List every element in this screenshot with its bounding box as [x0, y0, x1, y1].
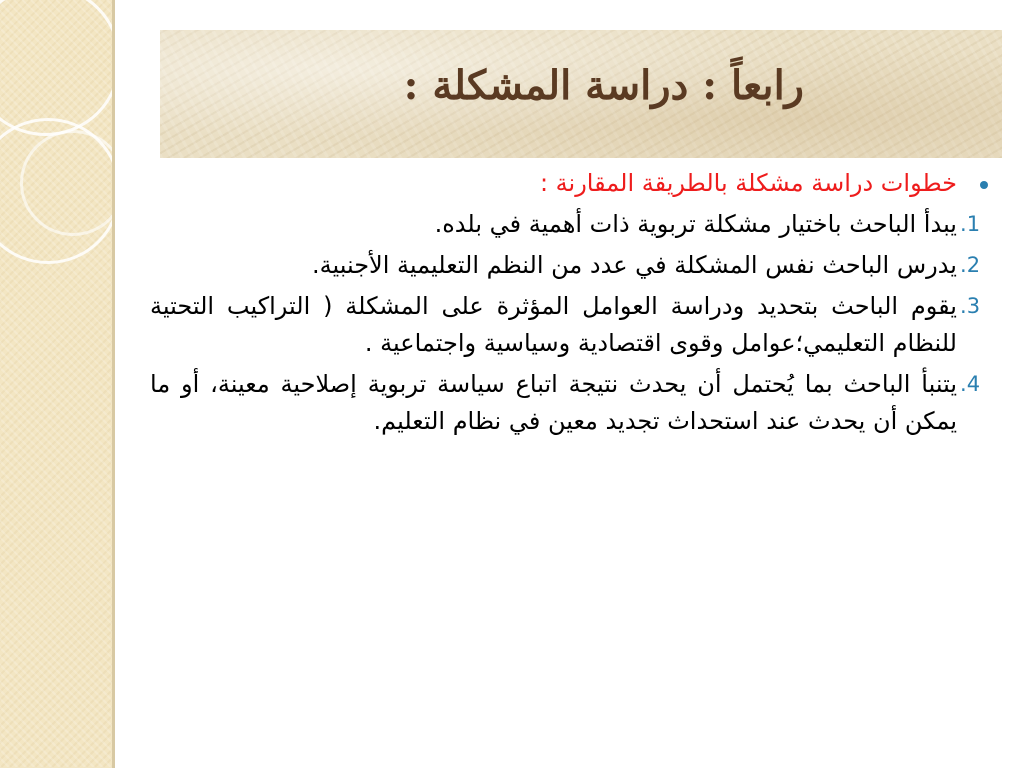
- step-number: 1.: [960, 212, 981, 236]
- step-text: يقوم الباحث بتحديد ودراسة العوامل المؤثرة على المشكلة ( التراكيب التحتية للنظام التعليمي؛عوامل وقوى اقتصادية وسياسية واجتماعية .: [150, 292, 957, 357]
- decorative-side-panel: [0, 0, 112, 768]
- step-text: يتنبأ الباحث بما يُحتمل أن يحدث نتيجة اتباع سياسة تربوية إصلاحية معينة، أو ما يمكن أن يحدث عند استحداث تجديد معين في نظام التعليم.: [150, 370, 957, 435]
- slide-content: [150, 165, 990, 444]
- step-number: 3.: [960, 294, 981, 318]
- heading-item: [150, 165, 990, 202]
- side-panel-border: [112, 0, 115, 768]
- steps-heading: خطوات دراسة مشكلة بالطريقة المقارنة :: [539, 169, 957, 197]
- slide-title: رابعاً : دراسة المشكلة :: [403, 62, 804, 109]
- step-item-1: [150, 206, 990, 243]
- decorative-circle-inner: [20, 130, 126, 236]
- step-text: يبدأ الباحث باختيار مشكلة تربوية ذات أهمية في بلده.: [434, 210, 957, 238]
- step-text: يدرس الباحث نفس المشكلة في عدد من النظم التعليمية الأجنبية.: [312, 251, 957, 279]
- bullet-icon: [980, 181, 988, 189]
- step-item-3: [150, 288, 990, 362]
- step-number: 2.: [960, 253, 981, 277]
- step-item-2: [150, 247, 990, 284]
- step-item-4: [150, 366, 990, 440]
- decorative-circle-top: [0, 0, 121, 136]
- step-number: 4.: [960, 372, 981, 396]
